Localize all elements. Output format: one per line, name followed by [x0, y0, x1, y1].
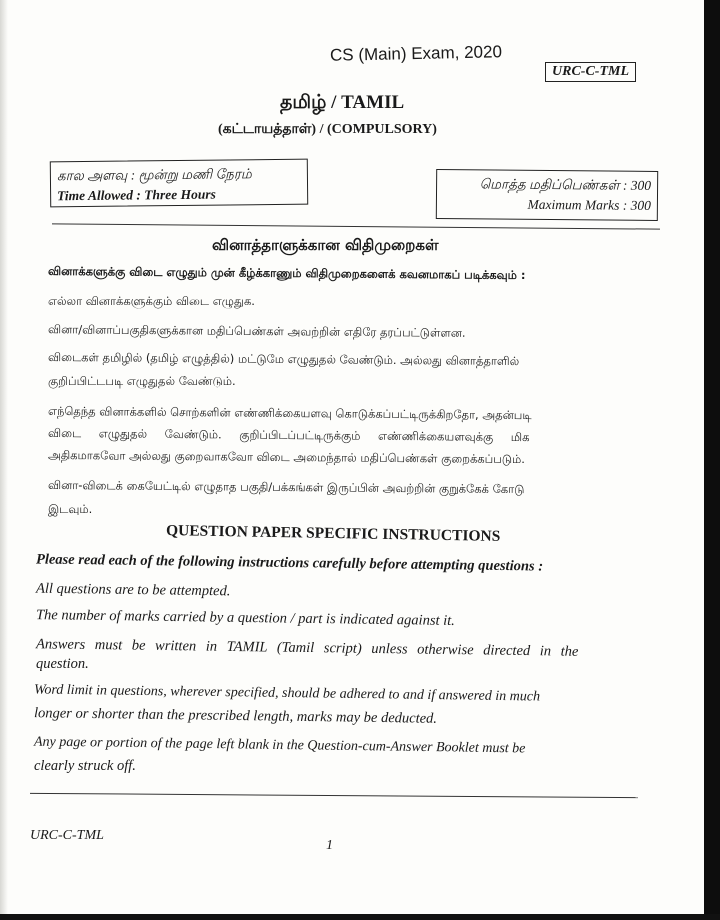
maximum-marks-box — [436, 169, 658, 221]
subject-title: தமிழ் / TAMIL — [280, 92, 405, 113]
time-allowed-english: Time Allowed : Three Hours — [57, 186, 216, 204]
english-instruction-line: Any page or portion of the page left blank in the Question-cum-Answer Booklet must be — [33, 734, 526, 757]
exam-title: CS (Main) Exam, 2020 — [329, 42, 503, 65]
paper-code-box: URC-C-TML — [545, 62, 636, 82]
subject-subtitle: (கட்டாயத்தாள்) / (COMPULSORY) — [218, 122, 437, 137]
time-allowed-box — [50, 159, 308, 208]
maximum-marks-english: Maximum Marks : 300 — [527, 196, 651, 213]
footer-paper-code: URC-C-TML — [30, 828, 104, 843]
scan-edge-left — [0, 0, 8, 920]
english-instruction-line: Word limit in questions, wherever specified, should be adhered to and if answered in much — [33, 682, 541, 705]
maximum-marks-tamil: மொத்த மதிப்பெண்கள் : 300 — [479, 176, 652, 193]
english-instruction-line: Answers must be written in TAMIL (Tamil script) unless otherwise directed in the — [35, 636, 579, 660]
tamil-instruction-line: குறிப்பிட்டபடி எழுதுதல் வேண்டும். — [48, 374, 236, 388]
tamil-instructions-heading: வினாத்தாளுக்கான விதிமுறைகள் — [212, 236, 439, 254]
english-instruction-intro: Please read each of the following instructions carefully before attempting questions : — [35, 551, 544, 575]
tamil-instruction-line: விடைகள் தமிழில் (தமிழ் எழுத்தில்) மட்டுமே எழுதுதல் வேண்டும். அல்லது வினாத்தாளில் — [47, 349, 520, 369]
tamil-instruction-line: எந்தெந்த வினாக்களில் சொற்களின் எண்ணிக்கையளவு கொடுக்கப்பட்டிருக்கிறதோ, அதன்படி — [47, 403, 532, 423]
tamil-instruction-line: அதிகமாகவோ அல்லது குறைவாகவோ விடை அமைந்தால் மதிப்பெண்கள் குறைக்கப்படும். — [47, 447, 526, 467]
english-instruction-line: longer or shorter than the prescribed length, marks may be deducted. — [33, 705, 438, 727]
english-instructions-heading: QUESTION PAPER SPECIFIC INSTRUCTIONS — [165, 522, 501, 545]
tamil-instruction-line: வினா-விடைக் கையேட்டில் எழுதாத பகுதி/பக்கங்கள் இருப்பின் அவற்றின் குறுக்கேக் கோடு — [47, 477, 525, 497]
english-instruction-line: All questions are to be attempted. — [35, 580, 231, 600]
time-allowed-tamil: கால அளவு : மூன்று மணி நேரம் — [56, 166, 252, 184]
english-instruction-line: question. — [36, 656, 89, 672]
scan-edge-right — [704, 0, 720, 920]
footer-divider — [30, 793, 638, 798]
english-instruction-line: clearly struck off. — [34, 758, 136, 774]
page-number: 1 — [326, 838, 333, 853]
tamil-instruction-line: இடவும். — [48, 502, 93, 516]
tamil-instruction-line: எல்லா வினாக்களுக்கும் விடை எழுதுக. — [48, 294, 255, 308]
header-divider — [52, 223, 660, 229]
tamil-instruction-line: வினா/வினாப்பகுதிகளுக்கான மதிப்பெண்கள் அவற்றின் எதிரே தரப்பட்டுள்ளன. — [47, 322, 466, 340]
scan-edge-bottom — [0, 914, 720, 920]
tamil-instruction-intro: வினாக்களுக்கு விடை எழுதும் முன் கீழ்க்காணும் விதிமுறைகளைக் கவனமாகப் படிக்கவும் : — [47, 263, 526, 283]
tamil-instruction-line: விடை எழுதுதல் வேண்டும். குறிப்பிடப்பட்டிருக்கும் எண்ணிக்கையளவுக்கு மிக — [47, 425, 530, 445]
english-instruction-line: The number of marks carried by a question / part is indicated against it. — [35, 607, 455, 629]
